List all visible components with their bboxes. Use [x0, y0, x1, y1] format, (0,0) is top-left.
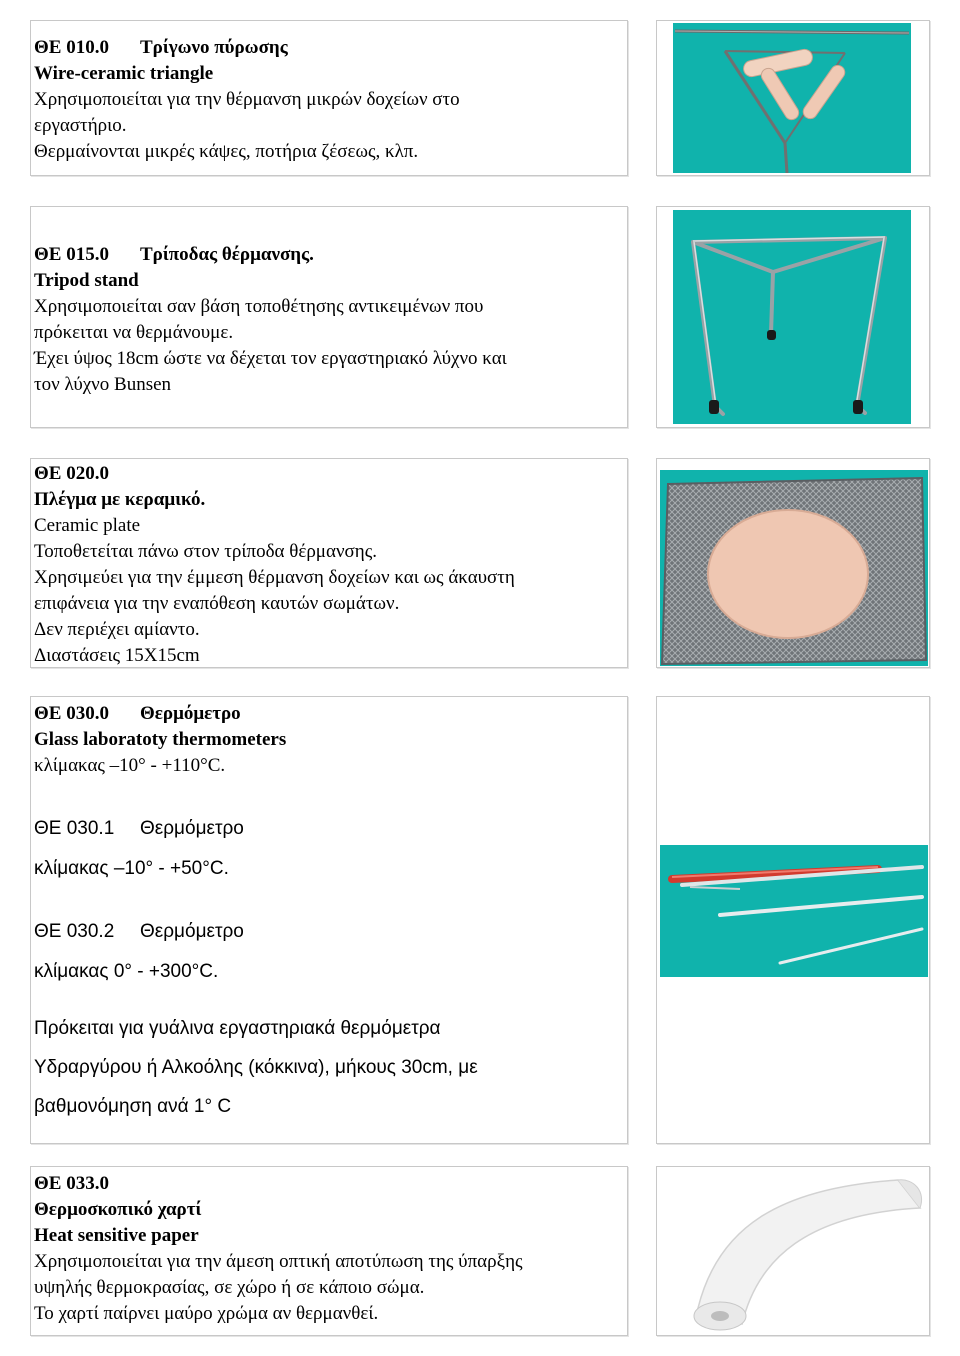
- item-015-text: [34, 242, 507, 398]
- variant-code: ΘΕ 030.1: [34, 818, 115, 839]
- item-range: κλίμακας –10° - +110°C.: [34, 755, 226, 776]
- item-desc-line: Θερμαίνονται μικρές κάψες, ποτήρια ζέσεως, κλπ.: [34, 141, 419, 162]
- item-desc-line: Χρησιμεύει για την έμμεση θέρμανση δοχείων και ως άκαυστη: [34, 567, 515, 588]
- wire-ceramic-triangle-photo: [673, 23, 911, 173]
- variant-030-2: [34, 912, 244, 992]
- item-name-en: Heat sensitive paper: [34, 1225, 199, 1246]
- item-code: ΘΕ 033.0: [34, 1173, 109, 1194]
- ceramic-plate-photo: [660, 470, 928, 666]
- item-desc-line: Έχει ύψος 18cm ώστε να δέχεται τον εργαστηριακό λύχνο και: [34, 348, 507, 369]
- item-name-gr: Τρίποδας θέρμανσης.: [140, 244, 314, 265]
- variant-code: ΘΕ 030.2: [34, 921, 115, 942]
- item-name-en: Tripod stand: [34, 270, 139, 291]
- tripod-stand-photo: [673, 210, 911, 424]
- item-033-text: [34, 1171, 523, 1327]
- item-desc-line: Χρησιμοποιείται για την θέρμανση μικρών δοχείων στο: [34, 89, 460, 110]
- item-desc-line: Υδραργύρου ή Αλκοόλης (κόκκινα), μήκους 30cm, με: [34, 1057, 478, 1078]
- item-030-desc: [34, 1009, 478, 1126]
- item-desc-line: Το χαρτί παίρνει μαύρο χρώμα αν θερμανθεί.: [34, 1303, 379, 1324]
- item-code: ΘΕ 030.0: [34, 703, 109, 724]
- item-code: ΘΕ 015.0: [34, 244, 109, 265]
- item-name-en: Wire-ceramic triangle: [34, 63, 214, 84]
- item-desc-line: επιφάνεια για την εναπόθεση καυτών σωμάτων.: [34, 593, 400, 614]
- item-name-en: Ceramic plate: [34, 515, 141, 536]
- item-desc-line: Τοποθετείται πάνω στον τρίποδα θέρμανσης.: [34, 541, 377, 562]
- item-desc-line: τον λύχνο Bunsen: [34, 374, 172, 395]
- glass-thermometers-photo: [660, 845, 928, 977]
- item-desc-line: Δεν περιέχει αμίαντο.: [34, 619, 200, 640]
- item-desc-line: Διαστάσεις 15X15cm: [34, 645, 200, 666]
- variant-range: κλίμακας –10° - +50°C.: [34, 858, 229, 879]
- item-desc-line: Πρόκειται για γυάλινα εργαστηριακά θερμόμετρα: [34, 1018, 441, 1039]
- heat-sensitive-paper-photo: [658, 1168, 928, 1334]
- item-desc-line: Χρησιμοποιείται για την άμεση οπτική αποτύπωση της ύπαρξης: [34, 1251, 523, 1272]
- item-name-gr: Θερμόμετρο: [140, 703, 241, 724]
- variant-range: κλίμακας 0° - +300°C.: [34, 961, 219, 982]
- item-desc-line: βαθμονόμηση ανά 1° C: [34, 1096, 232, 1117]
- item-desc-line: Χρησιμοποιείται σαν βάση τοποθέτησης αντικειμένων που: [34, 296, 484, 317]
- item-030-header: [34, 701, 286, 779]
- item-name-gr: Τρίγωνο πύρωσης: [140, 37, 288, 58]
- item-desc-line: εργαστήριο.: [34, 115, 127, 136]
- item-010-text: [34, 35, 460, 165]
- item-name-gr: Θερμοσκοπικό χαρτί: [34, 1199, 202, 1220]
- variant-030-1: [34, 809, 244, 889]
- item-code: ΘΕ 020.0: [34, 463, 109, 484]
- item-desc-line: υψηλής θερμοκρασίας, σε χώρο ή σε κάποιο σώμα.: [34, 1277, 425, 1298]
- variant-name: Θερμόμετρο: [140, 818, 244, 839]
- item-desc-line: πρόκειται να θερμάνουμε.: [34, 322, 234, 343]
- variant-name: Θερμόμετρο: [140, 921, 244, 942]
- item-name-gr: Πλέγμα με κεραμικό.: [34, 489, 206, 510]
- item-name-en: Glass laboratoty thermometers: [34, 729, 287, 750]
- item-code: ΘΕ 010.0: [34, 37, 109, 58]
- item-020-text: [34, 461, 515, 669]
